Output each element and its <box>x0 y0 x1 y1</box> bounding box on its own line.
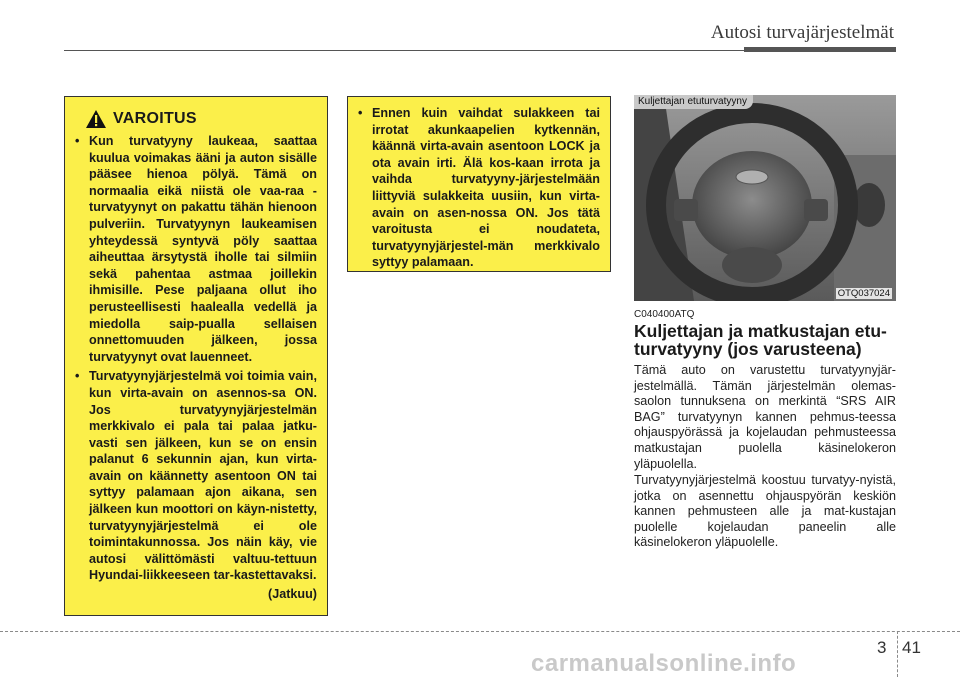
figure-code: OTQ037024 <box>837 288 890 299</box>
warning-list <box>75 133 317 584</box>
body-paragraph: Turvatyynyjärjestelmä koostuu turvatyy-nyistä, jotka on asennettu ohjauspyörän keskiön kannen pehmusteen alle ja mat-kustajan puolelle kojelaudan paneelin alle käsinelokeron yläpuolelle. <box>634 473 896 550</box>
steering-wheel-illustration <box>634 95 896 301</box>
header-rule <box>64 50 744 51</box>
warning-box-2 <box>347 96 611 272</box>
body-paragraph: Tämä auto on varustettu turvatyynyjär-jestelmällä. Tämän järjestelmän olemas-saolon tunnuksena on merkintä “SRS AIR BAG” turvatyynyn kannen pehmus-teessa ohjauspyörässä ja kojelaudan pehmusteessa matkustajan puolella käsinelokeron yläpuolella. <box>634 363 896 471</box>
warning-triangle-icon <box>85 109 107 129</box>
warning-heading <box>85 109 317 129</box>
warning-list-2 <box>358 105 600 271</box>
section-title: Kuljettajan ja matkustajan etu-turvatyyny (jos varusteena) <box>634 321 887 359</box>
warning-item: • Turvatyynyjärjestelmä voi toimia vain, kun virta-avain on asennos-sa ON. Jos turvatyynyjärjestelmän merkkivalo ei pala tai palaa jatku-vasti sen jälkeen, kun se on ensin palanut 6 sekunnin ajan, kun virta-avain on käännetty asentoon ON tai syttyy palamaan ajon aikana, sen jälkeen kun moottori on käyn-nistetty, turvatyynyjärjestelmä ei ole toimintakunnossa. Jos näin käy, vie autosi välittömästi valtuu-tettuun Hyundai-liikkeeseen tar-kastettavaksi. <box>75 368 317 584</box>
page-number: 41 <box>902 638 921 657</box>
continued-label: (Jatkuu) <box>268 587 317 602</box>
page-header-title: Autosi turvajärjestelmät <box>710 22 894 43</box>
watermark: carmanualsonline.info <box>531 650 797 677</box>
section-code: C040400ATQ <box>634 309 695 320</box>
warning-heading-text: VAROITUS <box>113 110 197 127</box>
chapter-number: 3 <box>877 638 887 657</box>
warning-box <box>64 96 328 616</box>
header-rule-accent <box>744 47 896 52</box>
warning-item: • Kun turvatyyny laukeaa, saattaa kuulua voimakas ääni ja auton sisälle pääsee hienoa pölyä. Tämä on normaalia eikä niistä ole vaa-raa - turvatyynyt on pakattu tähän hienoon pulveriin. Turvatyynyn laukeamisen yhteydessä syntyvä pöly saattaa aiheuttaa ärsytystä iholle tai silmiin sekä pahentaa astmaa joillekin ihmisille. Pese paljaana ollut iho perusteellisesti haalealla vedellä ja miedolla saip-pualla sellaisen onnettomuuden jälkeen, jossa turvatyynyt ovat lauenneet. <box>75 133 317 365</box>
footer-divider <box>897 631 898 677</box>
steering-wheel-photo <box>634 95 896 301</box>
footer-rule <box>0 631 960 632</box>
figure-caption: Kuljettajan etuturvatyyny <box>634 95 753 109</box>
warning-item: • Ennen kuin vaihdat sulakkeen tai irrotat akunkaapelien kytkennän, käännä virta-avain asentoon LOCK ja ota avain irti. Älä kos-kaan irrota ja vaihda turvatyyny-järjestelmään liittyviä sulakkeita uusiin, kun virta-avain on asen-nossa ON. Jos tätä varoitusta ei noudateta, turvatyynyjärjestel-män merkkivalo syttyy palamaan. <box>358 105 600 271</box>
